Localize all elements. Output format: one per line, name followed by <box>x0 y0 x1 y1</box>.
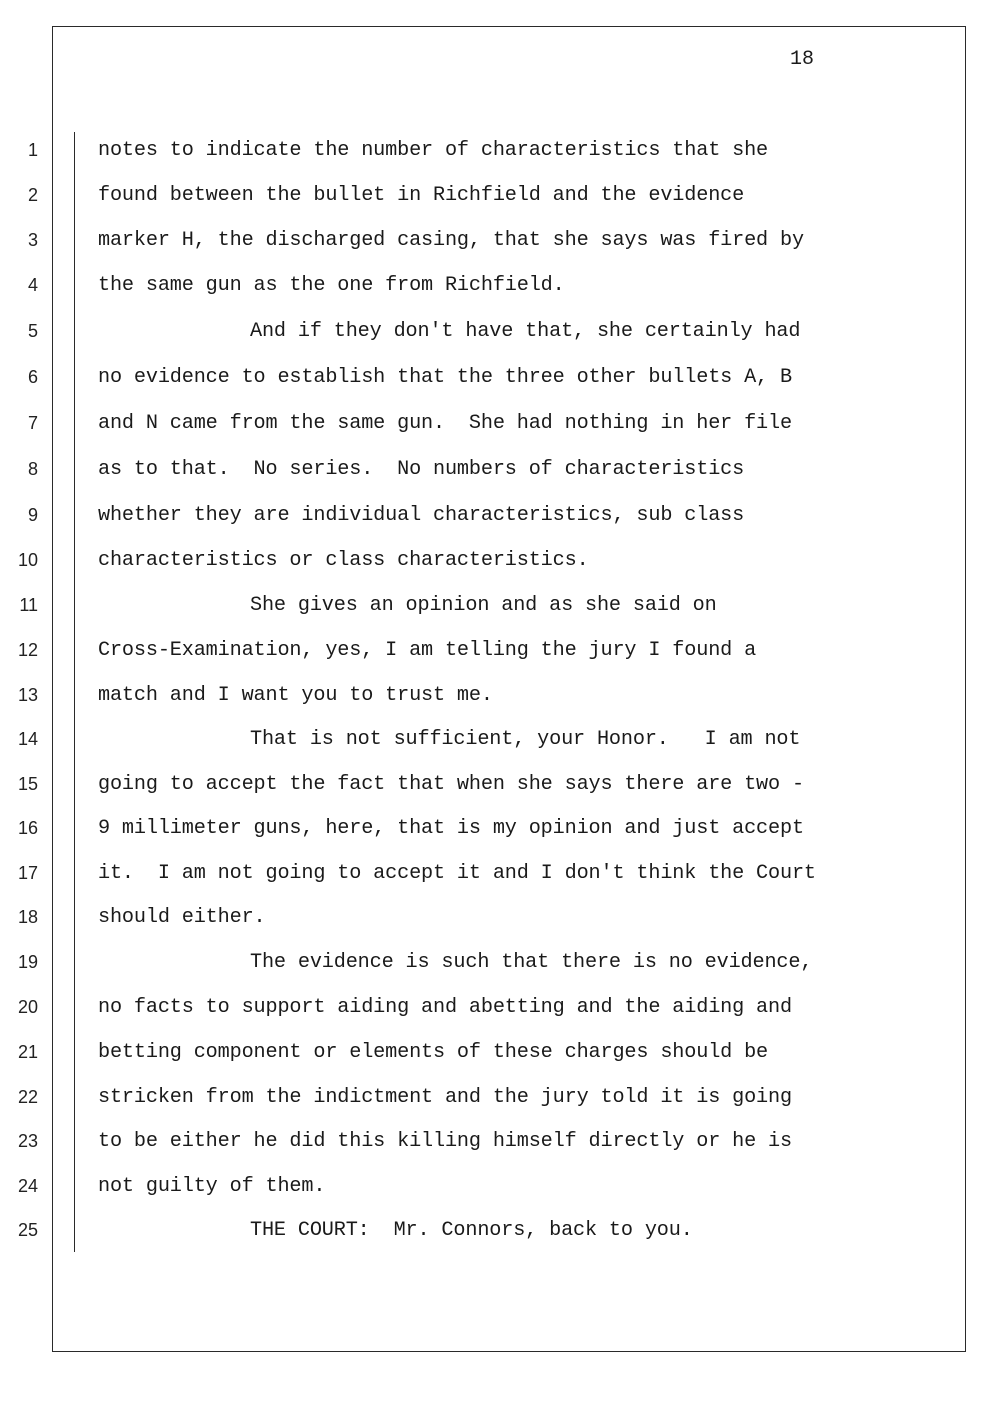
transcript-line: should either. <box>98 906 266 929</box>
transcript-line: notes to indicate the number of characteristics that she <box>98 139 769 162</box>
line-number: 20 <box>17 997 38 1017</box>
transcript-line: to be either he did this killing himself directly or he is <box>98 1130 792 1153</box>
transcript-line: That is not sufficient, your Honor. I am not <box>250 728 801 751</box>
line-number: 8 <box>27 459 38 479</box>
line-number: 1 <box>27 140 38 160</box>
line-number: 11 <box>19 595 38 615</box>
transcript-line: going to accept the fact that when she says there are two - <box>98 773 804 796</box>
transcript-line: as to that. No series. No numbers of characteristics <box>98 458 745 481</box>
line-number: 3 <box>27 230 38 250</box>
line-number: 16 <box>17 818 38 838</box>
line-number: 13 <box>17 685 38 705</box>
line-number: 23 <box>17 1131 38 1151</box>
transcript-line: characteristics or class characteristics. <box>98 549 589 572</box>
transcript-line: The evidence is such that there is no evidence, <box>250 951 813 974</box>
transcript-line: stricken from the indictment and the jury told it is going <box>98 1086 792 1109</box>
line-number: 15 <box>17 774 38 794</box>
line-number: 21 <box>17 1042 38 1062</box>
transcript-line: match and I want you to trust me. <box>98 684 493 707</box>
line-number: 10 <box>17 550 38 570</box>
transcript-line: not guilty of them. <box>98 1175 326 1198</box>
line-number: 9 <box>27 505 38 525</box>
transcript-line: 9 millimeter guns, here, that is my opinion and just accept <box>98 817 804 840</box>
transcript-line: And if they don't have that, she certainly had <box>250 320 801 343</box>
line-number: 5 <box>27 321 38 341</box>
line-number: 25 <box>17 1220 38 1240</box>
transcript-line: betting component or elements of these charges should be <box>98 1041 769 1064</box>
page-number: 18 <box>790 48 815 71</box>
line-number: 17 <box>17 863 38 883</box>
line-number: 7 <box>27 413 38 433</box>
transcript-line: marker H, the discharged casing, that she says was fired by <box>98 229 804 252</box>
line-number: 6 <box>27 367 38 387</box>
transcript-line: THE COURT: Mr. Connors, back to you. <box>250 1219 693 1242</box>
line-number: 12 <box>17 640 38 660</box>
transcript-line: no facts to support aiding and abetting and the aiding and <box>98 996 792 1019</box>
transcript-line: Cross-Examination, yes, I am telling the jury I found a <box>98 639 757 662</box>
transcript-line: the same gun as the one from Richfield. <box>98 274 565 297</box>
transcript-line: and N came from the same gun. She had nothing in her file <box>98 412 792 435</box>
line-number: 4 <box>27 275 38 295</box>
line-number: 22 <box>17 1087 38 1107</box>
transcript-line: found between the bullet in Richfield and the evidence <box>98 184 745 207</box>
transcript-line: whether they are individual characteristics, sub class <box>98 504 745 527</box>
transcript-line: She gives an opinion and as she said on <box>250 594 717 617</box>
line-number: 18 <box>17 907 38 927</box>
line-number-margin-rule <box>74 132 75 1252</box>
line-number: 24 <box>17 1176 38 1196</box>
line-number: 19 <box>17 952 38 972</box>
transcript-line: it. I am not going to accept it and I don't think the Court <box>98 862 816 885</box>
line-number: 14 <box>17 729 38 749</box>
transcript-line: no evidence to establish that the three other bullets A, B <box>98 366 792 389</box>
line-number: 2 <box>27 185 38 205</box>
